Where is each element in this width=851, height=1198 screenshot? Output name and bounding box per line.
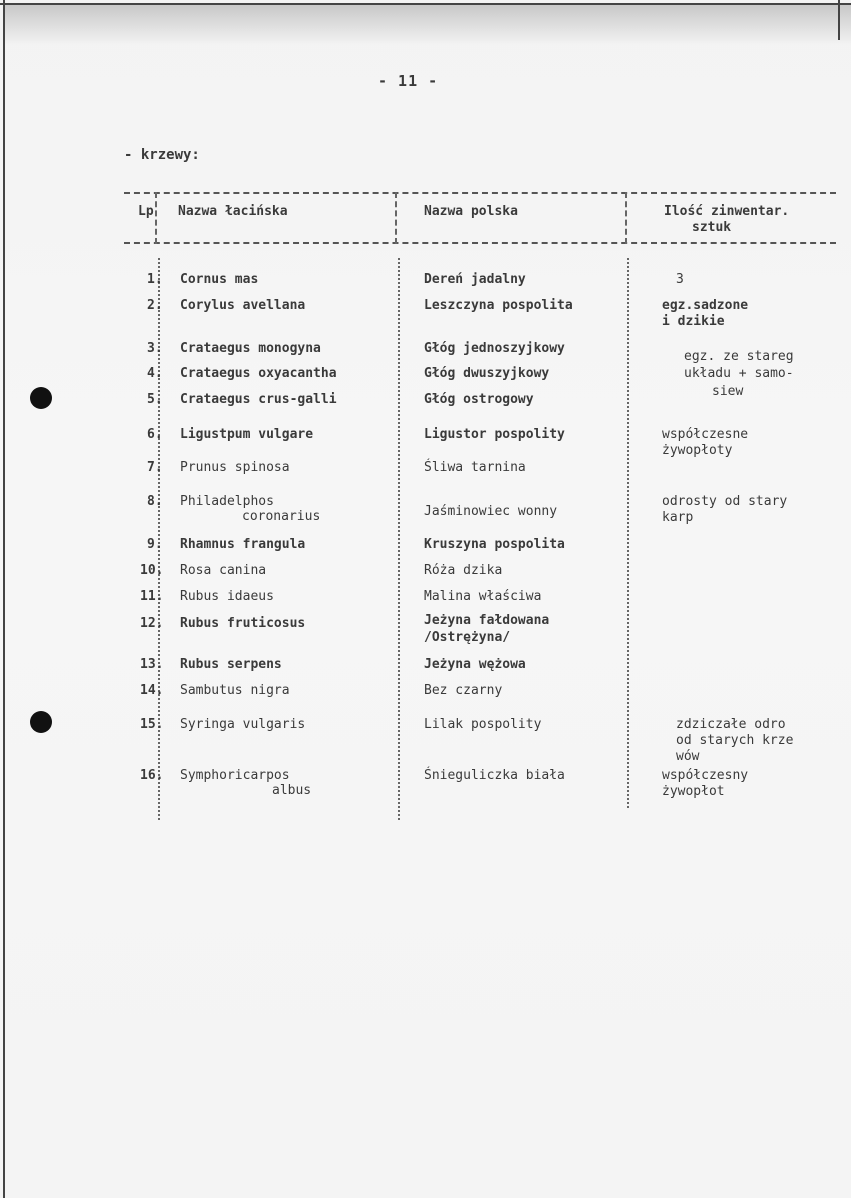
polish-name: Ligustor pospolity: [424, 427, 565, 442]
header-count-line2: sztuk: [692, 220, 732, 235]
latin-name: Ligustpum vulgare: [180, 427, 314, 442]
row-number: 4.: [147, 366, 163, 381]
count-note-cont: karp: [662, 510, 694, 525]
polish-name-cont: /Ostrężyna/: [424, 630, 511, 645]
polish-name: Malina właściwa: [424, 589, 542, 604]
latin-name: Crataegus oxyacantha: [180, 366, 337, 381]
count-note: odrosty od stary: [662, 494, 788, 509]
row-number: 5.: [147, 392, 163, 407]
row-number: 16.: [140, 768, 164, 783]
scan-edge-left: [3, 0, 5, 1198]
row-number: 3.: [147, 341, 163, 356]
latin-name: Crataegus crus-galli: [180, 392, 337, 407]
latin-name: Rubus serpens: [180, 657, 282, 672]
polish-name: Głóg ostrogowy: [424, 392, 534, 407]
latin-name-cont: albus: [272, 783, 312, 798]
polish-name: Jeżyna wężowa: [424, 657, 526, 672]
scan-edge-top: [0, 3, 851, 5]
row-number: 2.: [147, 298, 163, 313]
header-latin: Nazwa łacińska: [178, 204, 288, 219]
section-label: - krzewy:: [124, 147, 200, 163]
latin-separator-header: [395, 192, 397, 244]
count-note-cont: żywopłot: [662, 784, 725, 799]
punch-hole-bottom: [30, 711, 52, 733]
polish-name: Leszczyna pospolita: [424, 298, 573, 313]
header-bottom-rule: [124, 242, 836, 244]
polish-separator-header: [625, 192, 627, 244]
row-number: 15.: [140, 717, 164, 732]
row-number: 7.: [147, 460, 163, 475]
count-note: egz.sadzone: [662, 298, 749, 313]
latin-name: Rhamnus frangula: [180, 537, 306, 552]
count-note-cont: wów: [676, 749, 700, 764]
polish-name: Śnieguliczka biała: [424, 768, 565, 783]
row-number: 13.: [140, 657, 164, 672]
group-note-line1: egz. ze stareg: [684, 349, 794, 364]
polish-name: Jaśminowiec wonny: [424, 504, 558, 519]
polish-name: Róża dzika: [424, 563, 503, 578]
latin-name: Rubus idaeus: [180, 589, 274, 604]
count-note: współczesny: [662, 768, 749, 783]
header-polish: Nazwa polska: [424, 204, 518, 219]
latin-name: Philadelphos: [180, 494, 274, 509]
latin-separator: [398, 258, 400, 820]
row-number: 12.: [140, 616, 164, 631]
count-note: 3: [676, 272, 684, 287]
group-note-line3: siew: [712, 384, 744, 399]
polish-separator: [627, 258, 629, 808]
latin-name: Prunus spinosa: [180, 460, 290, 475]
row-number: 11.: [140, 589, 164, 604]
row-number: 8.: [147, 494, 163, 509]
polish-name: Lilak pospolity: [424, 717, 542, 732]
latin-name: Rosa canina: [180, 563, 267, 578]
latin-name: Crataegus monogyna: [180, 341, 321, 356]
latin-name-cont: coronarius: [242, 509, 321, 524]
polish-name: Dereń jadalny: [424, 272, 526, 287]
latin-name: Cornus mas: [180, 272, 259, 287]
scan-shadow: [5, 5, 851, 45]
polish-name: Śliwa tarnina: [424, 460, 526, 475]
row-number: 1.: [147, 272, 163, 287]
polish-name: Głóg dwuszyjkowy: [424, 366, 550, 381]
polish-name: Kruszyna pospolita: [424, 537, 565, 552]
count-note-cont: żywopłoty: [662, 443, 733, 458]
table-top-rule: [124, 192, 836, 194]
polish-name: Bez czarny: [424, 683, 503, 698]
count-note-cont: od starych krze: [676, 733, 794, 748]
lp-separator-header: [155, 192, 157, 244]
latin-name: Syringa vulgaris: [180, 717, 306, 732]
row-number: 6.: [147, 427, 163, 442]
latin-name: Corylus avellana: [180, 298, 306, 313]
polish-name: Głóg jednoszyjkowy: [424, 341, 565, 356]
latin-name: Sambutus nigra: [180, 683, 290, 698]
scan-edge-right: [838, 0, 840, 40]
latin-name: Rubus fruticosus: [180, 616, 306, 631]
count-note-cont: i dzikie: [662, 314, 725, 329]
latin-name: Symphoricarpos: [180, 768, 290, 783]
header-count-line1: Ilość zinwentar.: [664, 204, 790, 219]
punch-hole-top: [30, 387, 52, 409]
group-note-line2: układu + samo-: [684, 366, 794, 381]
row-number: 9.: [147, 537, 163, 552]
header-lp: Lp: [138, 204, 154, 219]
count-note: współczesne: [662, 427, 749, 442]
row-number: 14.: [140, 683, 164, 698]
page-number: - 11 -: [378, 72, 439, 90]
polish-name: Jeżyna fałdowana: [424, 613, 550, 628]
count-note: zdziczałe odro: [676, 717, 786, 732]
row-number: 10.: [140, 563, 164, 578]
